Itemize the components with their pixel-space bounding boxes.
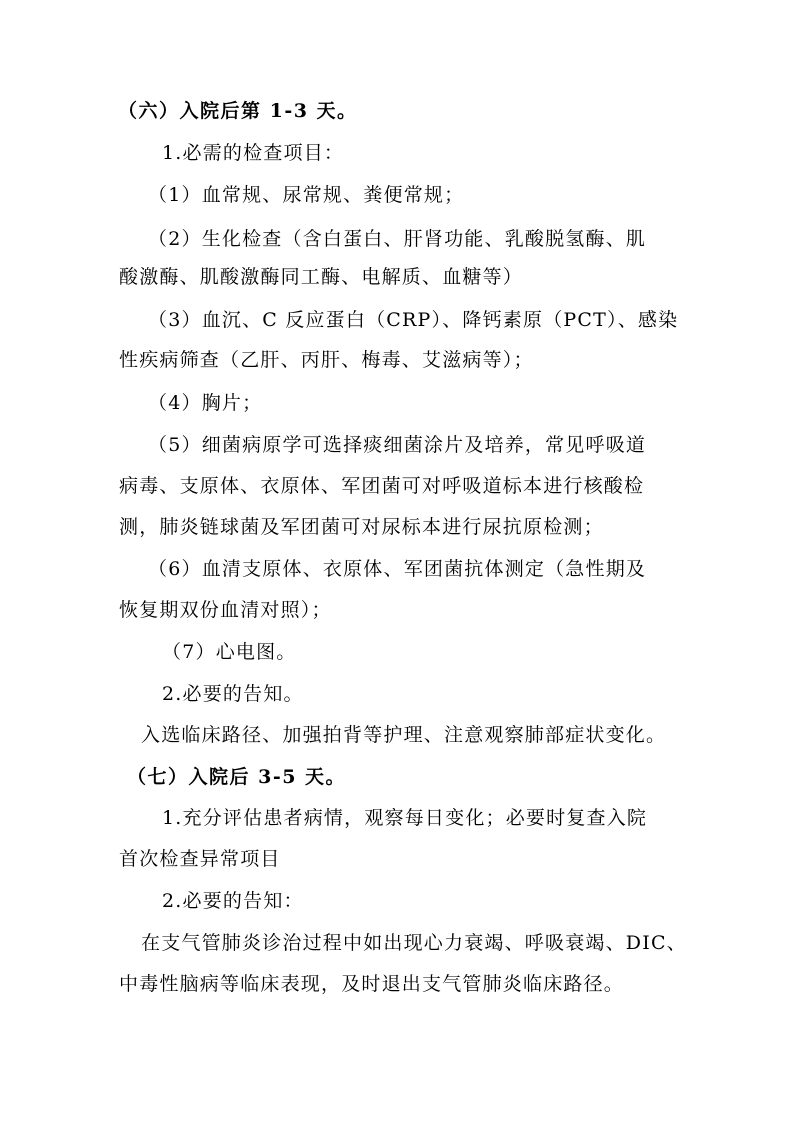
exam-item-2-line-2: 酸激酶、肌酸激酶同工酶、电解质、血糖等） [119, 266, 524, 288]
exam-item-3-line-1: （3）血沉、C 反应蛋白（CRP）、降钙素原（PCT）、感染 [148, 309, 679, 331]
section-6-item-2-title: 2.必要的告知。 [162, 683, 304, 705]
section-7-item-2-line-1: 在支气管肺炎诊治过程中如出现心力衰竭、呼吸衰竭、DIC、 [141, 932, 687, 954]
section-7-item-2-title: 2.必要的告知： [162, 890, 304, 912]
exam-item-2-line-1: （2）生化检查（含白蛋白、肝肾功能、乳酸脱氢酶、肌 [148, 228, 647, 250]
exam-item-3-line-2: 性疾病筛查（乙肝、丙肝、梅毒、艾滋病等）； [119, 349, 534, 371]
section-7-item-2-line-2: 中毒性脑病等临床表现，及时退出支气管肺炎临床路径。 [119, 973, 625, 995]
exam-item-5-line-2: 病毒、支原体、衣原体、军团菌可对呼吸道标本进行核酸检 [119, 475, 645, 497]
exam-item-5-line-3: 测，肺炎链球菌及军团菌可对尿标本进行尿抗原检测； [119, 516, 604, 538]
exam-item-4: （4）胸片； [148, 392, 263, 414]
section-6-item-2-text: 入选临床路径、加强拍背等护理、注意观察肺部症状变化。 [141, 724, 667, 746]
exam-item-5-line-1: （5）细菌病原学可选择痰细菌涂片及培养，常见呼吸道 [148, 434, 647, 456]
section-7-item-1-line-1: 1.充分评估患者病情，观察每日变化；必要时复查入院 [162, 807, 648, 829]
section-6-heading: （六）入院后第 1-3 天。 [118, 100, 358, 122]
exam-item-6-line-2: 恢复期双份血清对照）； [119, 599, 332, 621]
exam-item-6-line-1: （6）血清支原体、衣原体、军团菌抗体测定（急性期及 [148, 558, 647, 580]
exam-item-7: （7）心电图。 [162, 641, 297, 663]
section-6-item-1-title: 1.必需的检查项目： [162, 142, 345, 164]
section-7-heading: （七）入院后 3-5 天。 [127, 766, 347, 788]
exam-item-1: （1）血常规、尿常规、粪便常规； [148, 184, 465, 206]
section-7-item-1-line-2: 首次检查异常项目 [119, 848, 281, 870]
